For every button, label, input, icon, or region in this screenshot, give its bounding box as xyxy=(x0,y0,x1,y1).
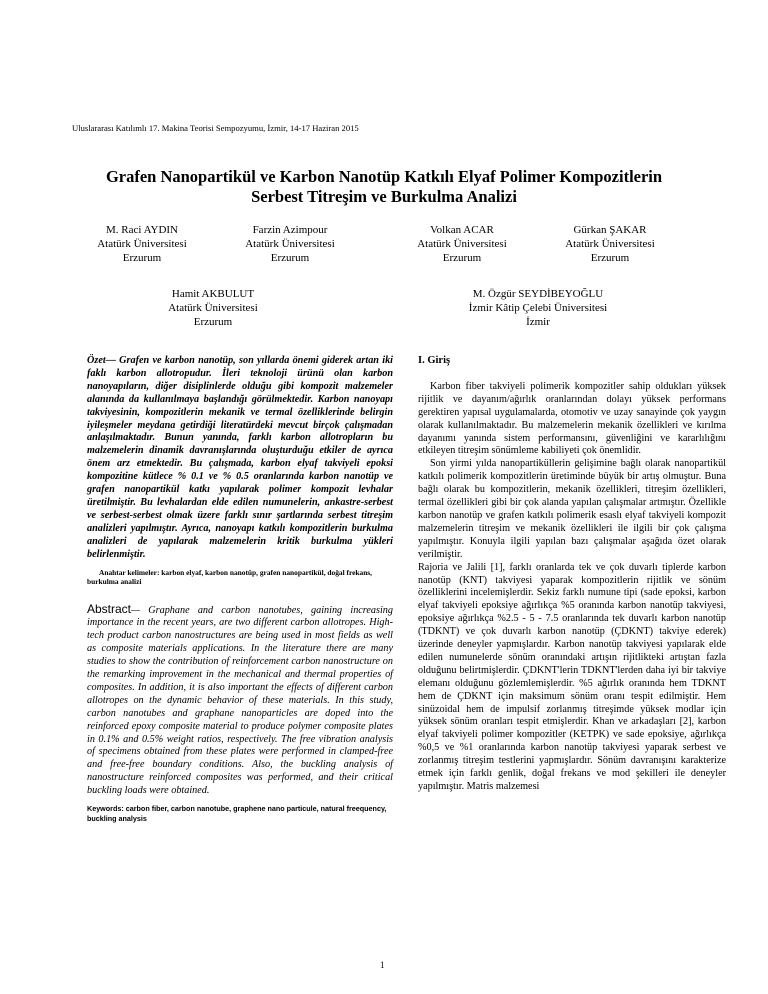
author-block xyxy=(540,223,680,265)
author-block xyxy=(72,223,212,265)
author-name: Volkan ACAR xyxy=(430,224,494,236)
abstract-text: — Graphane and carbon nanotubes, gaining increasing importance in the recent years, are two different carbon allotropes. High-tech product carbon nanostructures are being used in most fields as well as composite materials applications. In the literature there are many studies to show the contribution of reinforcement carbon nanostructure on the remarking improvement in the mechanical and thermal properties of composites. In addition, it is also important the effects of different carbon allotropes on the dynamic behavior of these materials. In this study, carbon nanotubes and graphane nanoparticles are doped into the reinforced epoxy composite material to produce polymer composite plates in 0.1% and 0.5% weight ratios, respectively. The free vibration analysis of specimens obtained from these plates were performed in clamped-free and free-free boundary conditions. Also, the buckling analysis of nanostructure reinforced composites was performed, and their critical buckling loads were obtained. xyxy=(87,604,393,797)
body-paragraph: Karbon fiber takviyeli polimerik kompozitler sahip oldukları yüksek rijitlik ve dayanım/ağırlık oranlarından dolayı yüksek performans gerektiren yapısal uygulamalarda, otomotiv ve uzay sanayinde çok yaygın olarak kullanılmaktadır. Bu malzemelerin mekanik özellikleri ve kırılma dayanımı yanında sistem performansını, güvenliğini ve kararlılığını etkileyen titreşim sönümleme kabiliyeti çok önemlidir. xyxy=(418,380,726,457)
conference-header: Uluslararası Katılımlı 17. Makina Teorisi Sempozyumu, İzmir, 14-17 Haziran 2015 xyxy=(72,123,359,133)
paper-title-line-2: Serbest Titreşim ve Burkulma Analizi xyxy=(251,187,517,206)
author-city: Erzurum xyxy=(270,252,310,264)
author-block xyxy=(418,287,658,329)
ozet-text: — Grafen ve karbon nanotüp, son yıllarda önemi giderek artan iki faklı karbon allotropudur. İleri teknoloji ürünü olan karbon nanoyapıların, diğer disiplinlerde olduğu gibi kompozit malzemeler alanında da kullanılmaya başlandığı görülmektedir. Karbon nanoyapı takviyesinin, kompozitlerin mekanik ve termal özelliklerinde belirgin iyileşmeler meydana getirdiği literatürdeki mevcut birçok çalışmadan anlaşılmaktadır. Bunun yanında, farklı karbon allotropların bu malzemelerin dinamik davranışlarında oluşturduğu etkiler de ayrıca önem arz etmektedir. Bu çalışmada, karbon elyaf takviyeli epoksi kompozitine kütlece % 0.1 ve % 0.5 oranlarında karbon nanotüp ve grafen nanopartikül katkı yapılarak polimer kompozit levhalar üretilmiştir. Bu levhalardan elde edilen numunelerin, ankastre-serbest ve serbest-serbest olmak üzere farklı sınır şartlarında serbest titreşim analizleri yapılmıştır. Ayrıca, nanoyapı katkılı kompozitlerin burkulma analizleri de yapılarak malzemelerin kritik burkulma yükleri belirlenmiştir. xyxy=(87,355,393,560)
keywords-en: Keywords: carbon fiber, carbon nanotube, graphene nano particule, natural freequency, buckling analysis xyxy=(87,804,387,823)
author-name: M. Özgür SEYDİBEYOĞLU xyxy=(472,288,604,300)
paper-title xyxy=(40,167,728,207)
author-city: İzmir xyxy=(526,316,550,328)
abstract-column xyxy=(87,355,393,823)
author-city: Erzurum xyxy=(122,252,162,264)
abstract-label: Abstract xyxy=(87,601,132,616)
author-block xyxy=(143,287,283,329)
author-name: Hamit AKBULUT xyxy=(171,288,255,300)
author-city: Erzurum xyxy=(442,252,482,264)
author-name: Gürkan ŞAKAR xyxy=(573,224,647,236)
keywords-tr-text: karbon elyaf, karbon nanotüp, grafen nanopartikül, doğal frekans, burkulma analizi xyxy=(87,567,373,586)
body-paragraph: Rajoria ve Jalili [1], farklı oranlarda tek ve çok duvarlı tiplerde karbon nanotüp (KNT) takviyesi yaparak kompozitlerin rijitlik ve sönüm özelliklerini incelemişlerdir. Sekiz farklı numune tipi (sade epoksi, karbon elyaf takviyeli epoksiye ağırlıkça %5 oranında karbon nanotüp takviyesi, epoksiye ağırlıkça %2.5 - 5 - 7.5 oranlarında tek duvarlı karbon nanotüp (TDKNT) ve çok duvarlı karbon nanotüp (ÇDKNT) takviye ederek) üzerinde deneyler yapmışlardır. Karbon nanotüp takviyesi yapılarak elde edilen numunelerde sönüm oranındaki artışın rijitlikteki artıştan fazla olduğunu belirtmişlerdir. ÇDKNT'lerin TDKNT'lerden daha iyi bir takviye elemanı olduğunu gözlemlemişlerdir. %5 ağırlık oranında hem TDKNT hem de ÇDKNT için maksimum sönüm oranı tespit edilmiştir. Hem sinüzoidal hem de impulsif zorlanmış titreşimde yüksek modlar için yüksek sönüm oranları tespit etmişlerdir. Khan ve arkadaşları [2], karbon elyaf takviyeli polimer kompozitler (KETPK) ve sade epoksiye, ağırlıkça %0,5 ve %1 oranlarında karbon nanotüp takviyesi yaparak serbest ve zorlanmış titreşim testlerini yapmışlardır. Sönüm davranışını karakterize etmek için farklı genlik, doğal frekans ve mod şekilleri ile deneyler yapılmıştır. Matris malzemesi xyxy=(418,561,726,792)
author-block xyxy=(220,223,360,265)
ozet-label: Özet xyxy=(87,355,106,366)
author-name: Farzin Azimpour xyxy=(252,224,328,236)
abstract-en-paragraph xyxy=(87,603,393,799)
keywords-tr xyxy=(87,568,393,587)
page-number: 1 xyxy=(380,960,385,970)
author-affiliation: Atatürk Üniversitesi xyxy=(417,238,507,250)
author-affiliation: Atatürk Üniversitesi xyxy=(168,302,258,314)
author-city: Erzurum xyxy=(193,316,233,328)
author-city: Erzurum xyxy=(590,252,630,264)
body-paragraph: Son yirmi yılda nanopartiküllerin gelişimine bağlı olarak nanopartikül katkılı polimerik kompozitlerin üretiminde büyük bir artış olmuştur. Buna bağlı olarak bu kompozitlerin, mekanik özellikleri, titreşim özellikleri, termal özellikleri gibi bir çok alanda yapılan çalışmalar artmıştır. Özellikle karbon nanotüp ve grafen katkılı polimerik esaslı elyaf takviyeli kompozit malzemelerin titreşim ve mekanik özellikleri ile ilgili bir çok çalışma yapılmıştır. Konuyla ilgili yapılan bazı çalışmalar aşağıda özet olarak verilmiştir. xyxy=(418,458,726,560)
body-column xyxy=(418,355,726,794)
author-affiliation: Atatürk Üniversitesi xyxy=(245,238,335,250)
section-title: I. Giriş xyxy=(418,355,451,366)
author-block xyxy=(392,223,532,265)
ozet-paragraph xyxy=(87,355,393,562)
author-affiliation: Atatürk Üniversitesi xyxy=(565,238,655,250)
author-name: M. Raci AYDIN xyxy=(105,224,178,236)
paper-title-line-1: Grafen Nanopartikül ve Karbon Nanotüp Katkılı Elyaf Polimer Kompozitlerin xyxy=(105,167,663,186)
author-affiliation: Atatürk Üniversitesi xyxy=(97,238,187,250)
author-affiliation: İzmir Kâtip Çelebi Üniversitesi xyxy=(468,302,608,314)
keywords-tr-label: Anahtar kelimeler: xyxy=(99,567,160,577)
